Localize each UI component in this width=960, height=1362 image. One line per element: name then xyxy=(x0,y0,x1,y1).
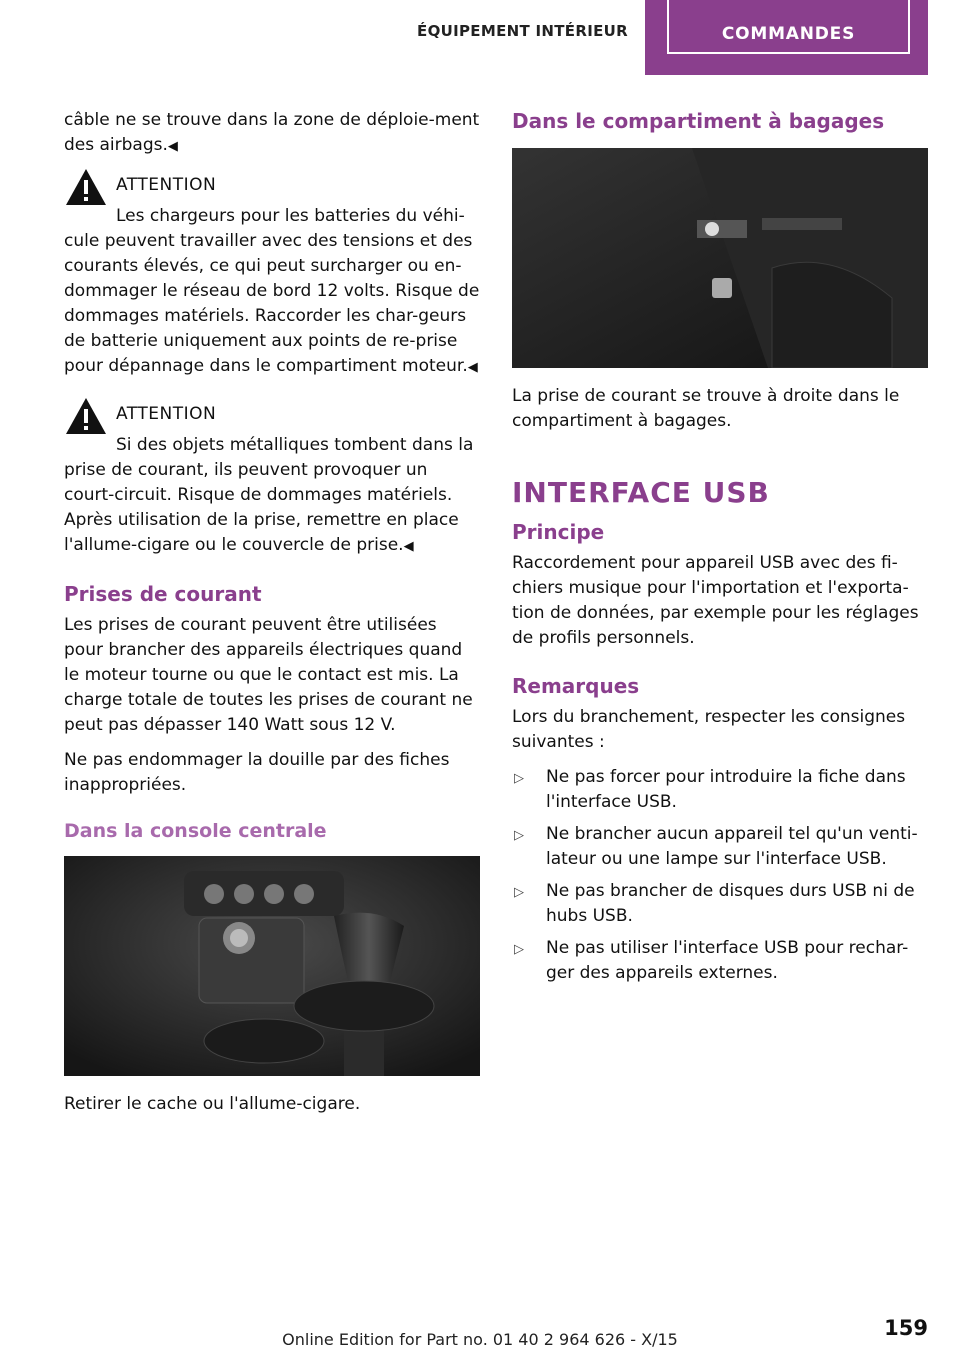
sockets-heading: Prises de courant xyxy=(64,582,262,606)
intro-paragraph: câble ne se trouve dans la zone de déploie-ment des airbags.◀ xyxy=(64,110,480,155)
remarks-heading: Remarques xyxy=(512,674,640,698)
trunk-photo xyxy=(512,148,928,368)
warning-title: ATTENTION xyxy=(116,175,217,195)
header-tab-label: COMMANDES xyxy=(667,0,910,54)
left-column xyxy=(64,108,480,1127)
end-marker-icon: ◀ xyxy=(403,539,414,554)
end-marker-icon: ◀ xyxy=(467,360,478,375)
end-marker-icon: ◀ xyxy=(167,139,178,154)
principle-paragraph: Raccordement pour appareil USB avec des fi-chiers musique pour l'importation et l'exporta-tion de données, par exemple pour les réglages de profils personnels. xyxy=(512,553,919,648)
list-item: ▷ Ne pas forcer pour introduire la fiche dans l'interface USB. xyxy=(514,767,906,812)
bullet-triangle-icon: ▷ xyxy=(514,885,524,900)
list-item: ▷ Ne pas brancher de disques durs USB ni de hubs USB. xyxy=(514,881,915,926)
remarks-list xyxy=(512,765,928,986)
warning-title: ATTENTION xyxy=(116,404,217,424)
console-heading: Dans la console centrale xyxy=(64,820,327,842)
bullet-triangle-icon: ▷ xyxy=(514,942,524,957)
warning-block-2 xyxy=(64,402,480,559)
bullet-triangle-icon: ▷ xyxy=(514,771,524,786)
header-tab xyxy=(645,0,928,75)
warning-block-1 xyxy=(64,173,480,380)
warning-triangle-icon xyxy=(64,167,108,207)
warning-triangle-icon xyxy=(64,396,108,436)
remarks-paragraph: Lors du branchement, respecter les consignes suivantes : xyxy=(512,707,906,752)
page-number: 159 xyxy=(884,1316,928,1340)
footer-edition: Online Edition for Part no. 01 40 2 964 626 - X/15 xyxy=(282,1330,678,1349)
principle-heading: Principe xyxy=(512,520,605,544)
bullet-triangle-icon: ▷ xyxy=(514,828,524,843)
sockets-paragraph-2: Ne pas endommager la douille par des fiches inappropriées. xyxy=(64,750,450,795)
trunk-heading: Dans le compartiment à bagages xyxy=(512,109,885,133)
warning-body: Les chargeurs pour les batteries du véhi-cule peuvent travailler avec des tensions et des courants élevés, ce qui peut surcharger ou en-dommager le réseau de bord 12 volts. Risque de dommages matériels. Raccorder les char-geurs de batterie uniquement aux points de re-prise pour dépannage dans le compartiment moteur.◀ xyxy=(64,206,480,376)
list-item: ▷ Ne brancher aucun appareil tel qu'un venti-lateur ou une lampe sur l'interface USB. xyxy=(514,824,918,869)
center-console-photo xyxy=(64,856,480,1076)
warning-body: Si des objets métalliques tombent dans la prise de courant, ils peuvent provoquer un court-circuit. Risque de dommages matériels. Après utilisation de la prise, remettre en place l'allume-cigare ou le couvercle de prise.◀ xyxy=(64,435,474,555)
trunk-caption: La prise de courant se trouve à droite dans le compartiment à bagages. xyxy=(512,386,900,431)
sockets-paragraph-1: Les prises de courant peuvent être utilisées pour brancher des appareils électriques quand le moteur tourne ou que le contact est mis. La charge totale de toutes les prises de courant ne peut pas dépasser 140 Watt sous 12 V. xyxy=(64,615,473,735)
right-column xyxy=(512,108,928,993)
list-item: ▷ Ne pas utiliser l'interface USB pour rechar-ger des appareils externes. xyxy=(514,938,909,983)
usb-heading: INTERFACE USB xyxy=(512,476,770,509)
console-caption: Retirer le cache ou l'allume-cigare. xyxy=(64,1094,361,1114)
header-section-title: ÉQUIPEMENT INTÉRIEUR xyxy=(417,22,628,40)
